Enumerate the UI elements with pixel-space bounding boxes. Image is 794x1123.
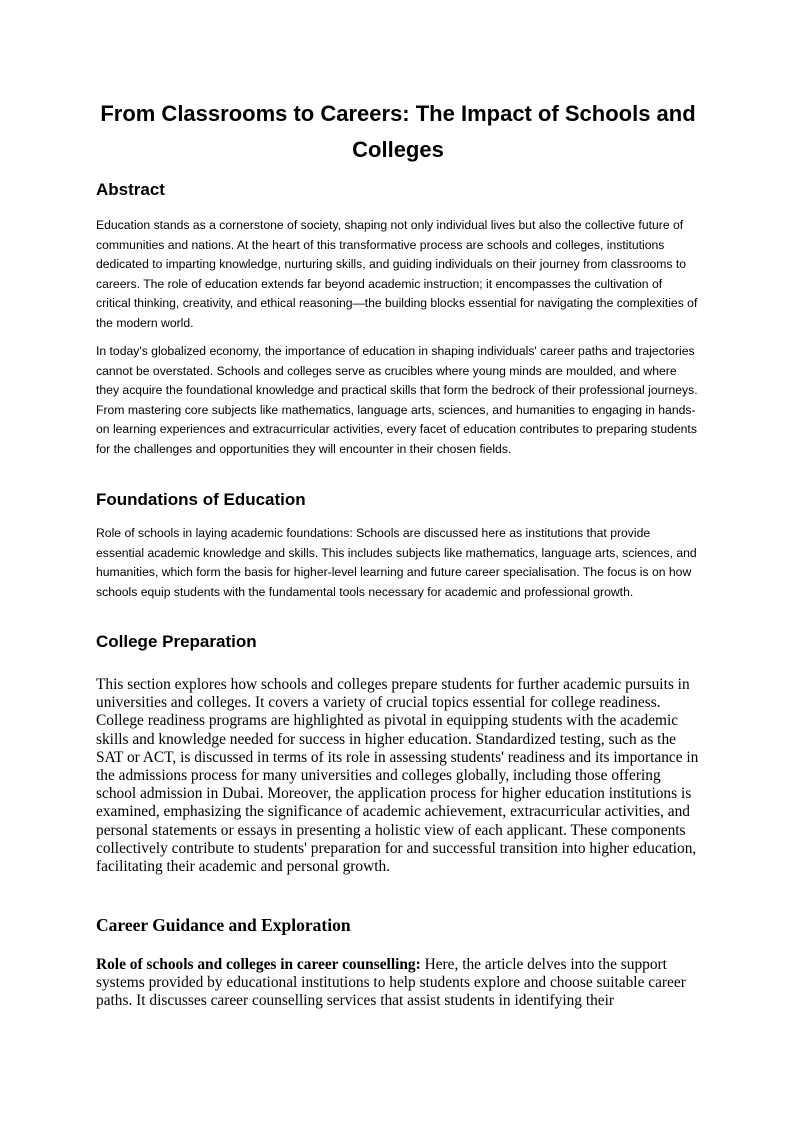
- foundations-paragraph: Role of schools in laying academic foundations: Schools are discussed here as institutions that provide essential academic knowledge and skills. This includes subjects like mathematics, language arts, sciences, and humanities, which form the basis for higher-level learning and future career specialisation. The focus is on how schools equip students with the fundamental tools necessary for academic and professional growth.: [96, 526, 697, 599]
- abstract-heading: Abstract: [96, 180, 165, 199]
- college-preparation-heading: College Preparation: [96, 632, 257, 651]
- career-guidance-text: Here, the article delves into the support systems provided by educational institutions to help students explore and choose suitable career paths. It discusses career counselling services that assist students in identifying their: [96, 956, 686, 1010]
- career-guidance-paragraph: [96, 956, 702, 1011]
- foundations-heading: Foundations of Education: [96, 490, 306, 509]
- abstract-paragraph-1: Education stands as a cornerstone of society, shaping not only individual lives but also the collective future of communities and nations. At the heart of this transformative process are schools and colleges, institutions dedicated to imparting knowledge, nurturing skills, and guiding individuals on their journey from classrooms to careers. The role of education extends far beyond academic instruction; it encompasses the cultivation of critical thinking, creativity, and ethical reasoning—the building blocks essential for navigating the complexities of the modern world.: [96, 218, 698, 330]
- career-guidance-lead: Role of schools and colleges in career counselling:: [96, 956, 421, 973]
- college-preparation-paragraph: This section explores how schools and colleges prepare students for further academic pursuits in universities and colleges. It covers a variety of crucial topics essential for college readiness. College readiness programs are highlighted as pivotal in equipping students with the academic skills and knowledge needed for success in higher education. Standardized testing, such as the SAT or ACT, is discussed in terms of its role in assessing students' readiness and its importance in the admissions process for many universities and colleges globally, including those offering school admission in Dubai. Moreover, the application process for higher education institutions is examined, emphasizing the significance of academic achievement, extracurricular activities, and personal statements or essays in presenting a holistic view of each applicant. These components collectively contribute to students' preparation for and successful transition into higher education, facilitating their academic and personal growth.: [96, 676, 699, 876]
- abstract-paragraph-2: In today's globalized economy, the importance of education in shaping individuals' career paths and trajectories cannot be overstated. Schools and colleges serve as crucibles where young minds are moulded, and where they acquire the foundational knowledge and practical skills that form the bedrock of their professional journeys. From mastering core subjects like mathematics, language arts, sciences, and humanities to engaging in hands-on learning experiences and extracurricular activities, every facet of education contributes to preparing students for the challenges and opportunities they will encounter in their chosen fields.: [96, 344, 698, 456]
- career-guidance-heading: Career Guidance and Exploration: [96, 915, 351, 935]
- page-title: From Classrooms to Careers: The Impact of Schools and Colleges: [100, 101, 696, 162]
